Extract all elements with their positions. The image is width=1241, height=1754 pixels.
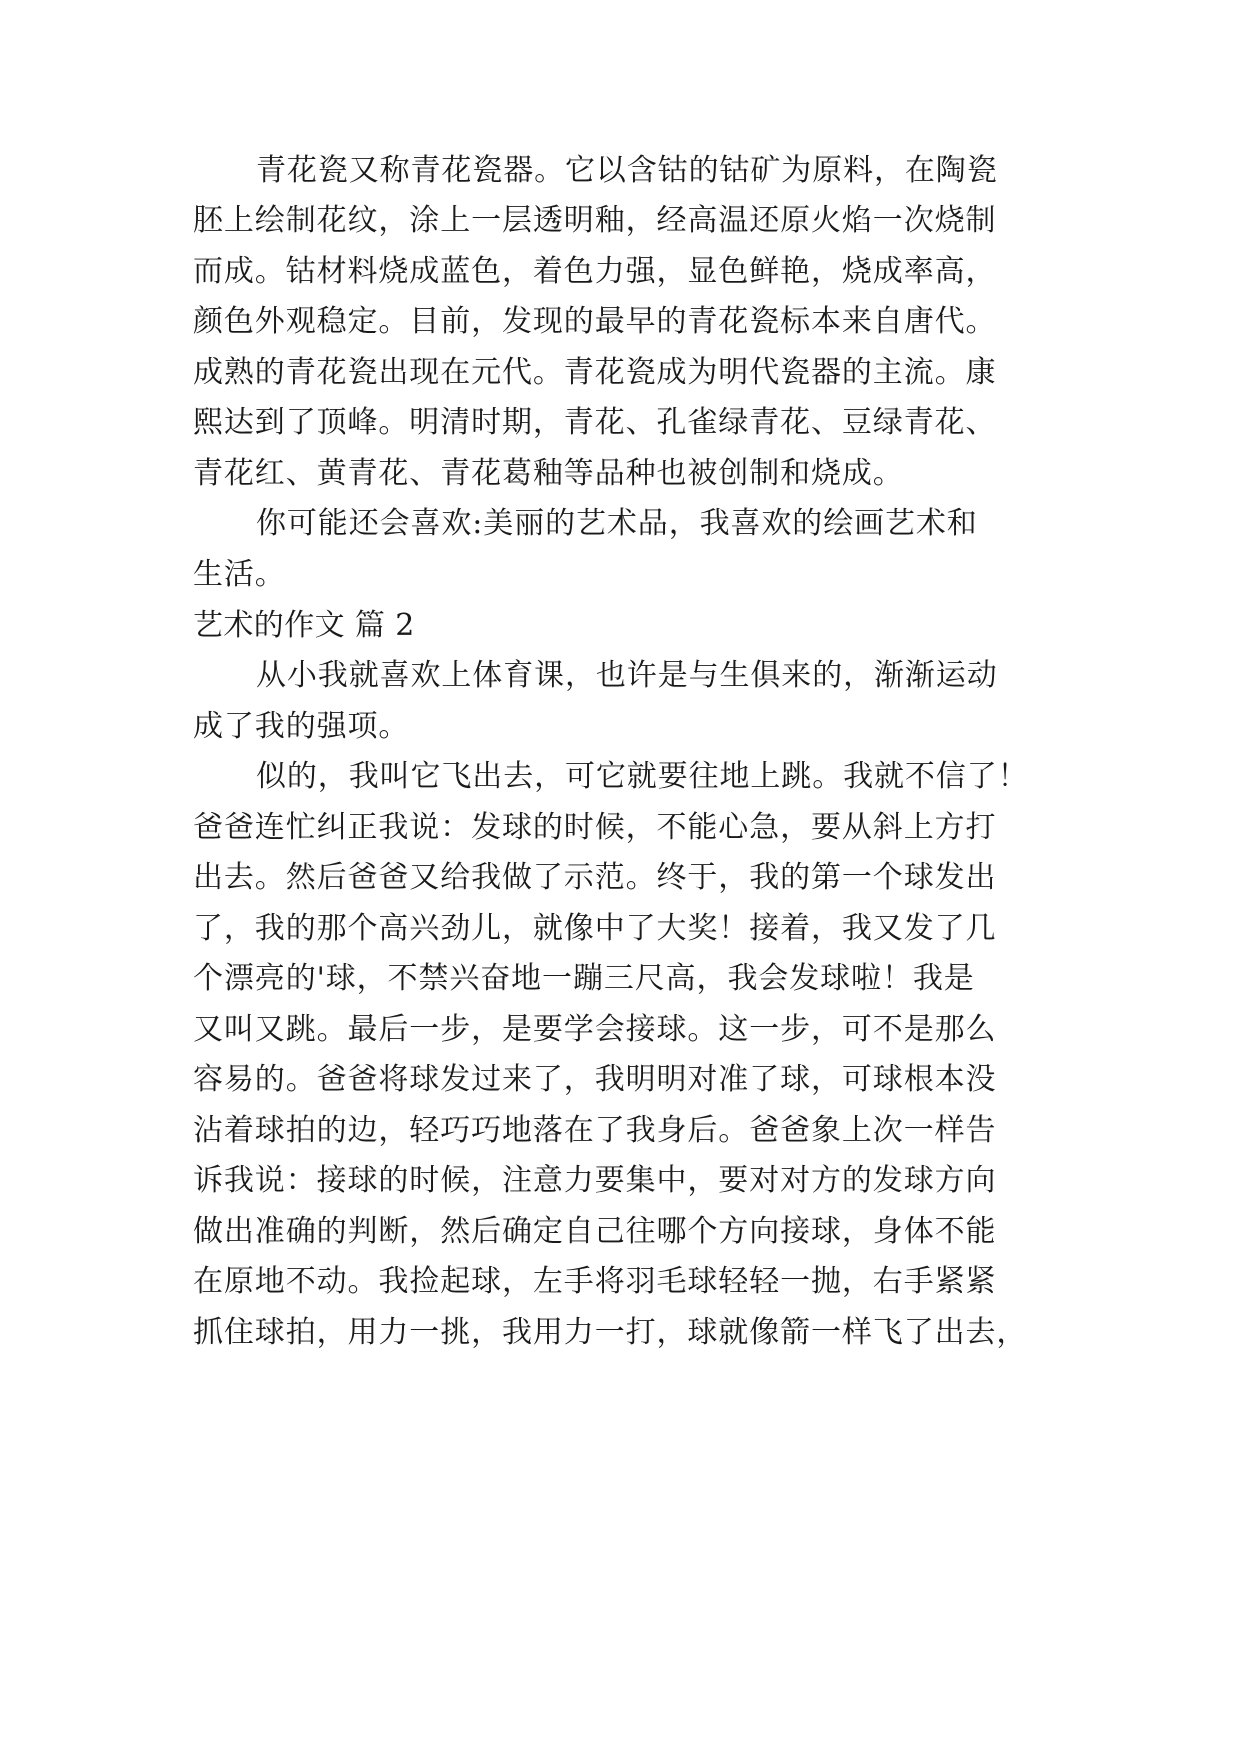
text-line: 似的，我叫它飞出去，可它就要往地上跳。我就不信了！ (256, 759, 1029, 794)
text-line: 胚上绘制花纹，涂上一层透明釉，经高温还原火焰一次烧制 (193, 203, 997, 238)
text-line: 容易的。爸爸将球发过来了，我明明对准了球，可球根本没 (193, 1062, 997, 1097)
text-line: 熙达到了顶峰。明清时期，青花、孔雀绿青花、豆绿青花、 (193, 405, 997, 440)
text-line: 从小我就喜欢上体育课，也许是与生俱来的，渐渐运动 (256, 658, 998, 693)
text-line: 爸爸连忙纠正我说：发球的时候，不能心急，要从斜上方打 (193, 810, 997, 845)
text-line: 沾着球拍的边，轻巧巧地落在了我身后。爸爸象上次一样告 (193, 1113, 997, 1148)
text-line: 又叫又跳。最后一步，是要学会接球。这一步，可不是那么 (193, 1012, 997, 1047)
text-line: 颜色外观稳定。目前，发现的最早的青花瓷标本来自唐代。 (193, 304, 997, 339)
text-line: 抓住球拍，用力一挑，我用力一打，球就像箭一样飞了出去， (193, 1315, 1028, 1350)
text-line: 诉我说：接球的时候，注意力要集中，要对对方的发球方向 (193, 1163, 997, 1198)
text-line: 而成。钴材料烧成蓝色，着色力强，显色鲜艳，烧成率高， (193, 254, 997, 289)
section-heading: 艺术的作文 篇 2 (193, 608, 415, 643)
text-line: 生活。 (193, 557, 286, 592)
text-line: 青花红、黄青花、青花葛釉等品种也被创制和烧成。 (193, 456, 904, 491)
text-line: 在原地不动。我捡起球，左手将羽毛球轻轻一抛，右手紧紧 (193, 1264, 997, 1299)
text-line: 成熟的青花瓷出现在元代。青花瓷成为明代瓷器的主流。康 (193, 355, 997, 390)
text-line: 了，我的那个高兴劲儿，就像中了大奖！接着，我又发了几 (193, 911, 997, 946)
text-line: 成了我的强项。 (193, 709, 410, 744)
text-line: 青花瓷又称青花瓷器。它以含钴的钴矿为原料，在陶瓷 (256, 153, 998, 188)
text-line: 做出准确的判断，然后确定自己往哪个方向接球，身体不能 (193, 1214, 997, 1249)
text-line: 你可能还会喜欢:美丽的艺术品，我喜欢的绘画艺术和 (256, 506, 978, 541)
text-line: 个漂亮的'球，不禁兴奋地一蹦三尺高，我会发球啦！我是 (193, 961, 975, 996)
text-line: 出去。然后爸爸又给我做了示范。终于，我的第一个球发出 (193, 860, 997, 895)
